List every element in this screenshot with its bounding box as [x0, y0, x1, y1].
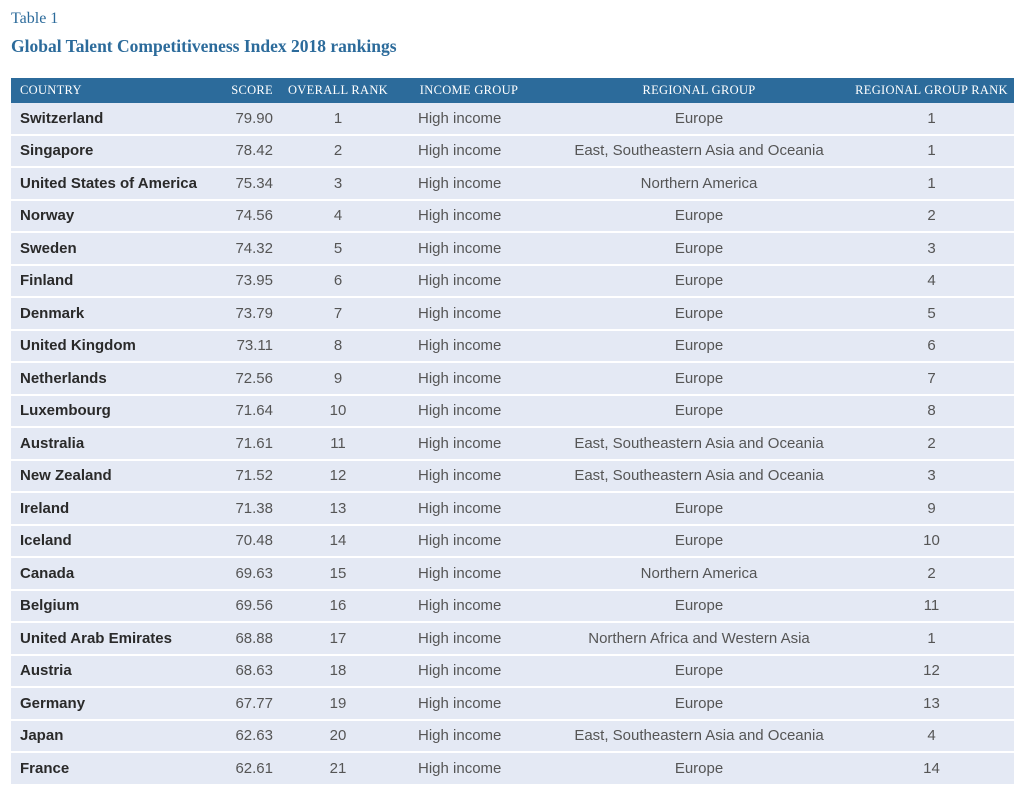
- overall-rank-cell: 15: [287, 558, 389, 591]
- country-cell: Denmark: [11, 298, 223, 331]
- score-cell: 78.42: [223, 136, 287, 169]
- regional-group-cell: East, Southeastern Asia and Oceania: [549, 461, 849, 494]
- table-row: [11, 233, 1014, 266]
- regional-group-cell: Europe: [549, 331, 849, 364]
- regional-group-rank-cell: 1: [849, 168, 1014, 201]
- income-group-cell: High income: [389, 363, 549, 396]
- regional-group-cell: Europe: [549, 753, 849, 786]
- income-group-cell: High income: [389, 623, 549, 656]
- income-group-cell: High income: [389, 493, 549, 526]
- column-header-income-group: INCOME GROUP: [389, 78, 549, 103]
- score-cell: 79.90: [223, 103, 287, 136]
- income-group-cell: High income: [389, 526, 549, 559]
- regional-group-cell: Northern America: [549, 558, 849, 591]
- income-group-cell: High income: [389, 461, 549, 494]
- country-cell: Ireland: [11, 493, 223, 526]
- overall-rank-cell: 5: [287, 233, 389, 266]
- overall-rank-cell: 21: [287, 753, 389, 786]
- score-cell: 71.64: [223, 396, 287, 429]
- regional-group-rank-cell: 1: [849, 623, 1014, 656]
- overall-rank-cell: 16: [287, 591, 389, 624]
- table-row: [11, 266, 1014, 299]
- income-group-cell: High income: [389, 298, 549, 331]
- overall-rank-cell: 10: [287, 396, 389, 429]
- score-cell: 69.63: [223, 558, 287, 591]
- country-cell: Canada: [11, 558, 223, 591]
- income-group-cell: High income: [389, 396, 549, 429]
- overall-rank-cell: 9: [287, 363, 389, 396]
- table-row: [11, 168, 1014, 201]
- country-cell: Singapore: [11, 136, 223, 169]
- regional-group-cell: Europe: [549, 233, 849, 266]
- score-cell: 69.56: [223, 591, 287, 624]
- table-row: [11, 753, 1014, 786]
- regional-group-cell: Europe: [549, 526, 849, 559]
- table-row: [11, 201, 1014, 234]
- table-body: [11, 103, 1014, 786]
- country-cell: Finland: [11, 266, 223, 299]
- regional-group-cell: Europe: [549, 591, 849, 624]
- table-row: [11, 298, 1014, 331]
- table-row: [11, 331, 1014, 364]
- regional-group-rank-cell: 6: [849, 331, 1014, 364]
- score-cell: 72.56: [223, 363, 287, 396]
- income-group-cell: High income: [389, 753, 549, 786]
- overall-rank-cell: 12: [287, 461, 389, 494]
- income-group-cell: High income: [389, 688, 549, 721]
- income-group-cell: High income: [389, 331, 549, 364]
- score-cell: 62.63: [223, 721, 287, 754]
- regional-group-cell: East, Southeastern Asia and Oceania: [549, 721, 849, 754]
- regional-group-cell: Europe: [549, 266, 849, 299]
- country-cell: United States of America: [11, 168, 223, 201]
- country-cell: Norway: [11, 201, 223, 234]
- score-cell: 68.88: [223, 623, 287, 656]
- income-group-cell: High income: [389, 721, 549, 754]
- regional-group-rank-cell: 3: [849, 233, 1014, 266]
- income-group-cell: High income: [389, 201, 549, 234]
- overall-rank-cell: 6: [287, 266, 389, 299]
- table-title: Global Talent Competitiveness Index 2018 rankings: [11, 36, 397, 56]
- overall-rank-cell: 14: [287, 526, 389, 559]
- regional-group-rank-cell: 12: [849, 656, 1014, 689]
- table-row: [11, 688, 1014, 721]
- regional-group-rank-cell: 2: [849, 558, 1014, 591]
- column-header-regional-group-rank: REGIONAL GROUP RANK: [849, 78, 1014, 103]
- score-cell: 71.38: [223, 493, 287, 526]
- country-cell: United Arab Emirates: [11, 623, 223, 656]
- regional-group-cell: Europe: [549, 298, 849, 331]
- country-cell: Netherlands: [11, 363, 223, 396]
- overall-rank-cell: 20: [287, 721, 389, 754]
- income-group-cell: High income: [389, 266, 549, 299]
- regional-group-cell: Europe: [549, 103, 849, 136]
- country-cell: Austria: [11, 656, 223, 689]
- column-header-overall-rank: OVERALL RANK: [287, 78, 389, 103]
- country-cell: New Zealand: [11, 461, 223, 494]
- table-row: [11, 623, 1014, 656]
- regional-group-cell: Europe: [549, 396, 849, 429]
- score-cell: 67.77: [223, 688, 287, 721]
- overall-rank-cell: 18: [287, 656, 389, 689]
- table-row: [11, 558, 1014, 591]
- score-cell: 62.61: [223, 753, 287, 786]
- overall-rank-cell: 11: [287, 428, 389, 461]
- country-cell: France: [11, 753, 223, 786]
- regional-group-rank-cell: 8: [849, 396, 1014, 429]
- overall-rank-cell: 1: [287, 103, 389, 136]
- score-cell: 70.48: [223, 526, 287, 559]
- country-cell: Japan: [11, 721, 223, 754]
- income-group-cell: High income: [389, 136, 549, 169]
- overall-rank-cell: 17: [287, 623, 389, 656]
- column-header-country: COUNTRY: [11, 78, 223, 103]
- regional-group-rank-cell: 1: [849, 136, 1014, 169]
- table-row: [11, 103, 1014, 136]
- income-group-cell: High income: [389, 558, 549, 591]
- column-header-regional-group: REGIONAL GROUP: [549, 78, 849, 103]
- overall-rank-cell: 2: [287, 136, 389, 169]
- score-cell: 75.34: [223, 168, 287, 201]
- regional-group-cell: East, Southeastern Asia and Oceania: [549, 136, 849, 169]
- table-row: [11, 136, 1014, 169]
- score-cell: 73.95: [223, 266, 287, 299]
- score-cell: 74.56: [223, 201, 287, 234]
- country-cell: Luxembourg: [11, 396, 223, 429]
- country-cell: Belgium: [11, 591, 223, 624]
- regional-group-cell: East, Southeastern Asia and Oceania: [549, 428, 849, 461]
- overall-rank-cell: 19: [287, 688, 389, 721]
- income-group-cell: High income: [389, 428, 549, 461]
- country-cell: Germany: [11, 688, 223, 721]
- score-cell: 71.61: [223, 428, 287, 461]
- regional-group-cell: Northern Africa and Western Asia: [549, 623, 849, 656]
- overall-rank-cell: 3: [287, 168, 389, 201]
- table-header-row: [11, 78, 1014, 103]
- overall-rank-cell: 8: [287, 331, 389, 364]
- regional-group-rank-cell: 5: [849, 298, 1014, 331]
- table-row: [11, 656, 1014, 689]
- regional-group-rank-cell: 1: [849, 103, 1014, 136]
- regional-group-rank-cell: 3: [849, 461, 1014, 494]
- regional-group-cell: Northern America: [549, 168, 849, 201]
- overall-rank-cell: 7: [287, 298, 389, 331]
- table-row: [11, 721, 1014, 754]
- score-cell: 68.63: [223, 656, 287, 689]
- table-row: [11, 428, 1014, 461]
- income-group-cell: High income: [389, 233, 549, 266]
- column-header-score: SCORE: [223, 78, 287, 103]
- regional-group-rank-cell: 4: [849, 266, 1014, 299]
- score-cell: 73.79: [223, 298, 287, 331]
- score-cell: 71.52: [223, 461, 287, 494]
- table-row: [11, 526, 1014, 559]
- regional-group-rank-cell: 13: [849, 688, 1014, 721]
- regional-group-rank-cell: 7: [849, 363, 1014, 396]
- regional-group-rank-cell: 2: [849, 428, 1014, 461]
- regional-group-rank-cell: 14: [849, 753, 1014, 786]
- country-cell: Australia: [11, 428, 223, 461]
- regional-group-cell: Europe: [549, 493, 849, 526]
- regional-group-rank-cell: 2: [849, 201, 1014, 234]
- regional-group-cell: Europe: [549, 688, 849, 721]
- table-row: [11, 591, 1014, 624]
- table-row: [11, 493, 1014, 526]
- income-group-cell: High income: [389, 591, 549, 624]
- regional-group-cell: Europe: [549, 656, 849, 689]
- income-group-cell: High income: [389, 168, 549, 201]
- country-cell: Sweden: [11, 233, 223, 266]
- country-cell: Switzerland: [11, 103, 223, 136]
- regional-group-cell: Europe: [549, 201, 849, 234]
- overall-rank-cell: 13: [287, 493, 389, 526]
- regional-group-rank-cell: 9: [849, 493, 1014, 526]
- regional-group-rank-cell: 10: [849, 526, 1014, 559]
- regional-group-rank-cell: 4: [849, 721, 1014, 754]
- score-cell: 74.32: [223, 233, 287, 266]
- regional-group-cell: Europe: [549, 363, 849, 396]
- score-cell: 73.11: [223, 331, 287, 364]
- table-row: [11, 363, 1014, 396]
- country-cell: Iceland: [11, 526, 223, 559]
- country-cell: United Kingdom: [11, 331, 223, 364]
- table-row: [11, 396, 1014, 429]
- rankings-table: [11, 78, 1014, 786]
- income-group-cell: High income: [389, 656, 549, 689]
- overall-rank-cell: 4: [287, 201, 389, 234]
- table-caption: Table 1: [11, 10, 59, 27]
- income-group-cell: High income: [389, 103, 549, 136]
- regional-group-rank-cell: 11: [849, 591, 1014, 624]
- table-row: [11, 461, 1014, 494]
